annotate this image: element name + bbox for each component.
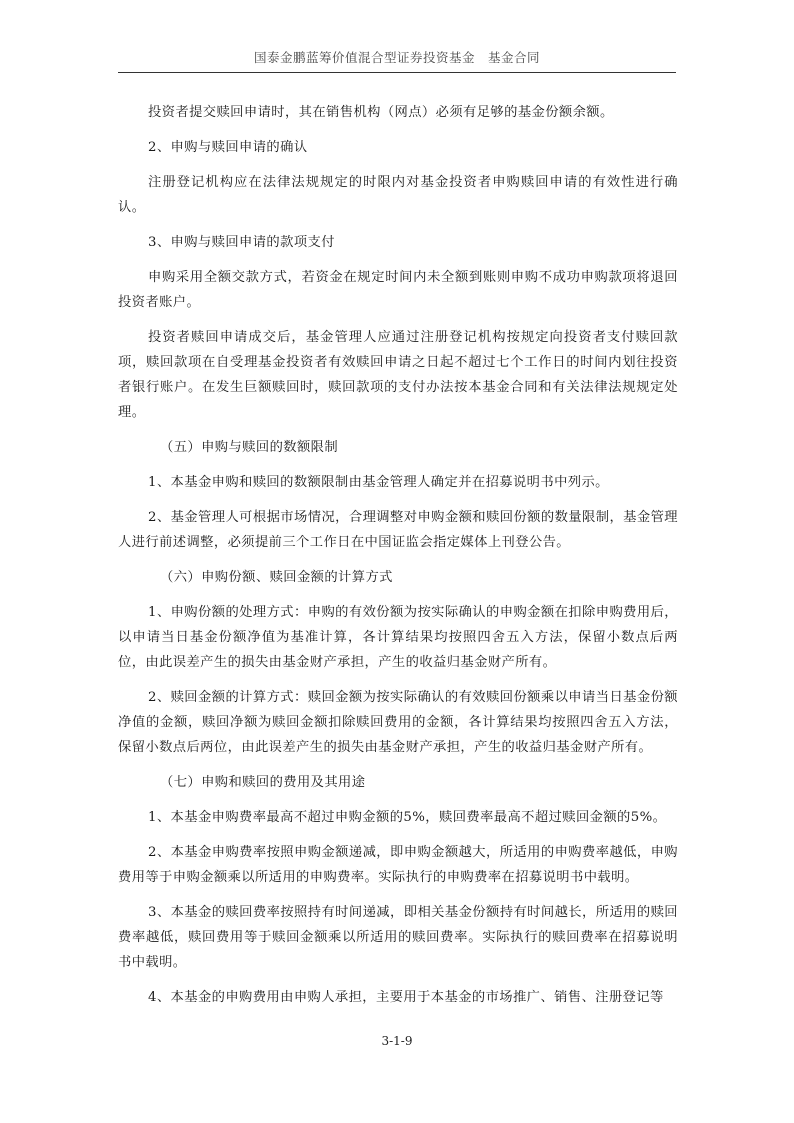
- paragraph: 申购采用全额交款方式，若资金在规定时间内未全额到账则申购不成功申购款项将退回投资者账户。: [118, 270, 678, 310]
- page-number: 3-1-9: [381, 1034, 413, 1048]
- paragraph: 1、本基金申购和赎回的数额限制由基金管理人确定并在招募说明书中列示。: [148, 475, 609, 490]
- paragraph: 2、本基金申购费率按照申购金额递减，即申购金额越大，所适用的申购费率越低，申购费用等于申购金额乘以所适用的申购费率。实际执行的申购费率在招募说明书中载明。: [118, 845, 678, 885]
- paragraph: 注册登记机构应在法律法规规定的时限内对基金投资者申购赎回申请的有效性进行确认。: [118, 175, 678, 215]
- paragraph: 2、赎回金额的计算方式：赎回金额为按实际确认的有效赎回份额乘以申请当日基金份额净值的金额，赎回净额为赎回金额扣除赎回费用的金额，各计算结果均按照四舍五入方法，保留小数点后两位，由此误差产生的损失由基金财产承担，产生的收益归基金财产所有。: [118, 690, 678, 755]
- section-heading: （七）申购和赎回的费用及其用途: [160, 775, 366, 790]
- section-heading: （五）申购与赎回的数额限制: [160, 440, 339, 455]
- document-body: [118, 100, 678, 1010]
- section-heading: （六）申购份额、赎回金额的计算方式: [160, 570, 393, 585]
- paragraph: 2、基金管理人可根据市场情况，合理调整对申购金额和赎回份额的数量限制，基金管理人进行前述调整，必须提前三个工作日在中国证监会指定媒体上刊登公告。: [118, 510, 678, 550]
- subheading: 3、申购与赎回申请的款项支付: [148, 235, 335, 250]
- paragraph: 3、本基金的赎回费率按照持有时间递减，即相关基金份额持有时间越长，所适用的赎回费率越低，赎回费用等于赎回金额乘以所适用的赎回费率。实际执行的赎回费率在招募说明书中载明。: [118, 905, 678, 970]
- paragraph: 1、本基金申购费率最高不超过申购金额的5%，赎回费率最高不超过赎回金额的5%。: [148, 810, 667, 825]
- header-divider: [118, 72, 676, 73]
- paragraph: 投资者提交赎回申请时，其在销售机构（网点）必须有足够的基金份额余额。: [148, 105, 614, 120]
- running-header: 国泰金鹏蓝筹价值混合型证券投资基金 基金合同: [253, 50, 540, 65]
- paragraph: 4、本基金的申购费用由申购人承担，主要用于本基金的市场推广、销售、注册登记等: [148, 990, 664, 1005]
- subheading: 2、申购与赎回申请的确认: [148, 140, 308, 155]
- paragraph: 投资者赎回申请成交后，基金管理人应通过注册登记机构按规定向投资者支付赎回款项，赎回款项在自受理基金投资者有效赎回申请之日起不超过七个工作日的时间内划往投资者银行账户。在发生巨额赎回时，赎回款项的支付办法按本基金合同和有关法律法规规定处理。: [118, 330, 678, 420]
- paragraph: 1、申购份额的处理方式：申购的有效份额为按实际确认的申购金额在扣除申购费用后，以申请当日基金份额净值为基准计算，各计算结果均按照四舍五入方法，保留小数点后两位，由此误差产生的损失由基金财产承担，产生的收益归基金财产所有。: [118, 605, 678, 670]
